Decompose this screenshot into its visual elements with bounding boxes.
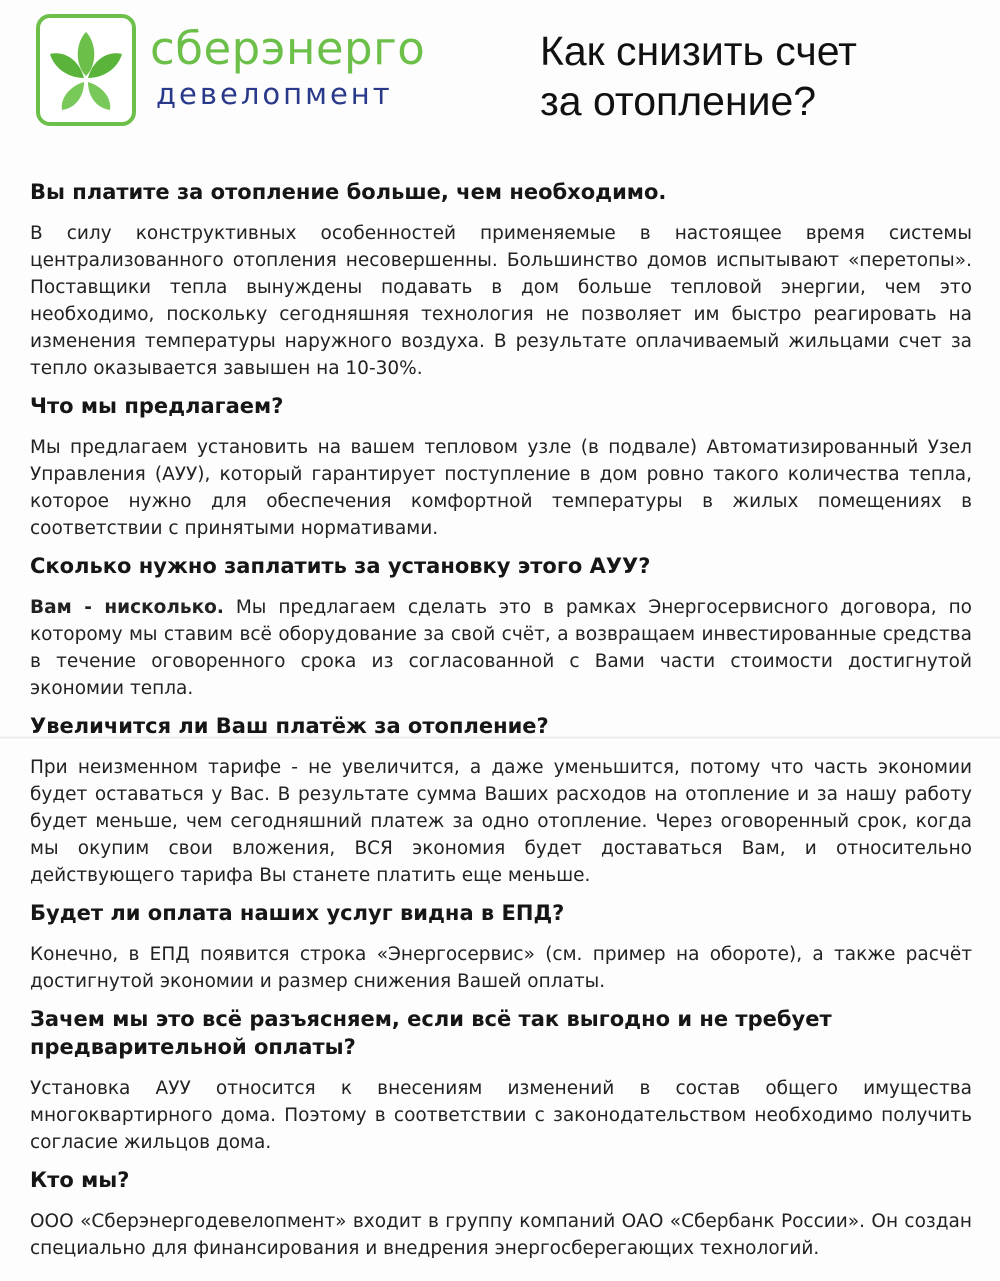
section-why-explain	[30, 1005, 972, 1156]
green-leaves-icon	[48, 28, 124, 114]
section-cost	[30, 552, 972, 702]
section-text: Конечно, в ЕПД появится строка «Энергосервис» (см. пример на обороте), а также расчёт достигнутой экономии и размер снижения Вашей оплаты.	[30, 944, 972, 992]
section-text: В силу конструктивных особенностей применяемые в настоящее время системы централизованного отопления несовершенны. Большинство домов испытывают «перетопы». Поставщики тепла вынуждены подавать в дом больше тепловой энергии, чем это необходимо, поскольку сегодняшняя технология не позволяет им быстро реагировать на изменения температуры наружного воздуха. В результате оплачиваемый жильцами счет за тепло оказывается завышен на 10-30%.	[30, 223, 972, 379]
document-body	[30, 178, 972, 1272]
section-text: Вам - нисколько. Мы предлагаем сделать это в рамках Энергосервисного договора, по которому мы ставим всё оборудование за свой счёт, а возвращаем инвестированные средства в течение оговоренного срока из согласованной с Вами части стоимости достигнутой экономии тепла.	[30, 597, 972, 699]
section-heading: Сколько нужно заплатить за установку этого АУУ?	[30, 554, 651, 578]
section-lead: Вам - нисколько.	[30, 597, 224, 618]
section-heading: Будет ли оплата наших услуг видна в ЕПД?	[30, 901, 565, 925]
section-who-we-are	[30, 1166, 972, 1262]
section-payment-change	[30, 712, 972, 889]
section-text: Мы предлагаем установить на вашем тепловом узле (в подвале) Автоматизированный Узел Управления (АУУ), который гарантирует поступление в дом ровно такого количества тепла, которое нужно для обеспечения комфортной температуры в жилых помещениях в соответствии с принятыми нормативами.	[30, 437, 972, 539]
page-title-line2: за отопление?	[540, 78, 817, 124]
page-title	[540, 26, 857, 126]
section-overpayment	[30, 178, 972, 382]
section-heading: Что мы предлагаем?	[30, 394, 284, 418]
brand-name-line2: девелопмент	[156, 77, 393, 111]
section-heading: Зачем мы это всё разъясняем, если всё так выгодно и не требует предварительной оплаты?	[30, 1007, 832, 1059]
section-heading: Вы платите за отопление больше, чем необходимо.	[30, 180, 667, 204]
section-heading: Увеличится ли Ваш платёж за отопление?	[30, 714, 549, 738]
section-heading: Кто мы?	[30, 1168, 130, 1192]
brand-logo	[36, 14, 136, 126]
section-text: Установка АУУ относится к внесениям изменений в состав общего имущества многоквартирного дома. Поэтому в соответствии с законодательством необходимо получить согласие жильцов дома.	[30, 1078, 972, 1153]
section-epd	[30, 899, 972, 995]
section-offer	[30, 392, 972, 542]
section-text: При неизменном тарифе - не увеличится, а даже уменьшится, потому что часть экономии будет оставаться у Вас. В результате сумма Ваших расходов на отопление и за нашу работу будет меньше, чем сегодняшний платеж за одно отопление. Через оговоренный срок, когда мы окупим свои вложения, ВСЯ экономия будет доставаться Вам, и относительно действующего тарифа Вы станете платить еще меньше.	[30, 757, 972, 886]
page-title-line1: Как снизить счет	[540, 28, 857, 74]
section-text: ООО «Сберэнергодевелопмент» входит в группу компаний ОАО «Сбербанк России». Он создан специально для финансирования и внедрения энергосберегающих технологий.	[30, 1211, 972, 1259]
brand-name-line1: сберэнерго	[150, 22, 426, 75]
